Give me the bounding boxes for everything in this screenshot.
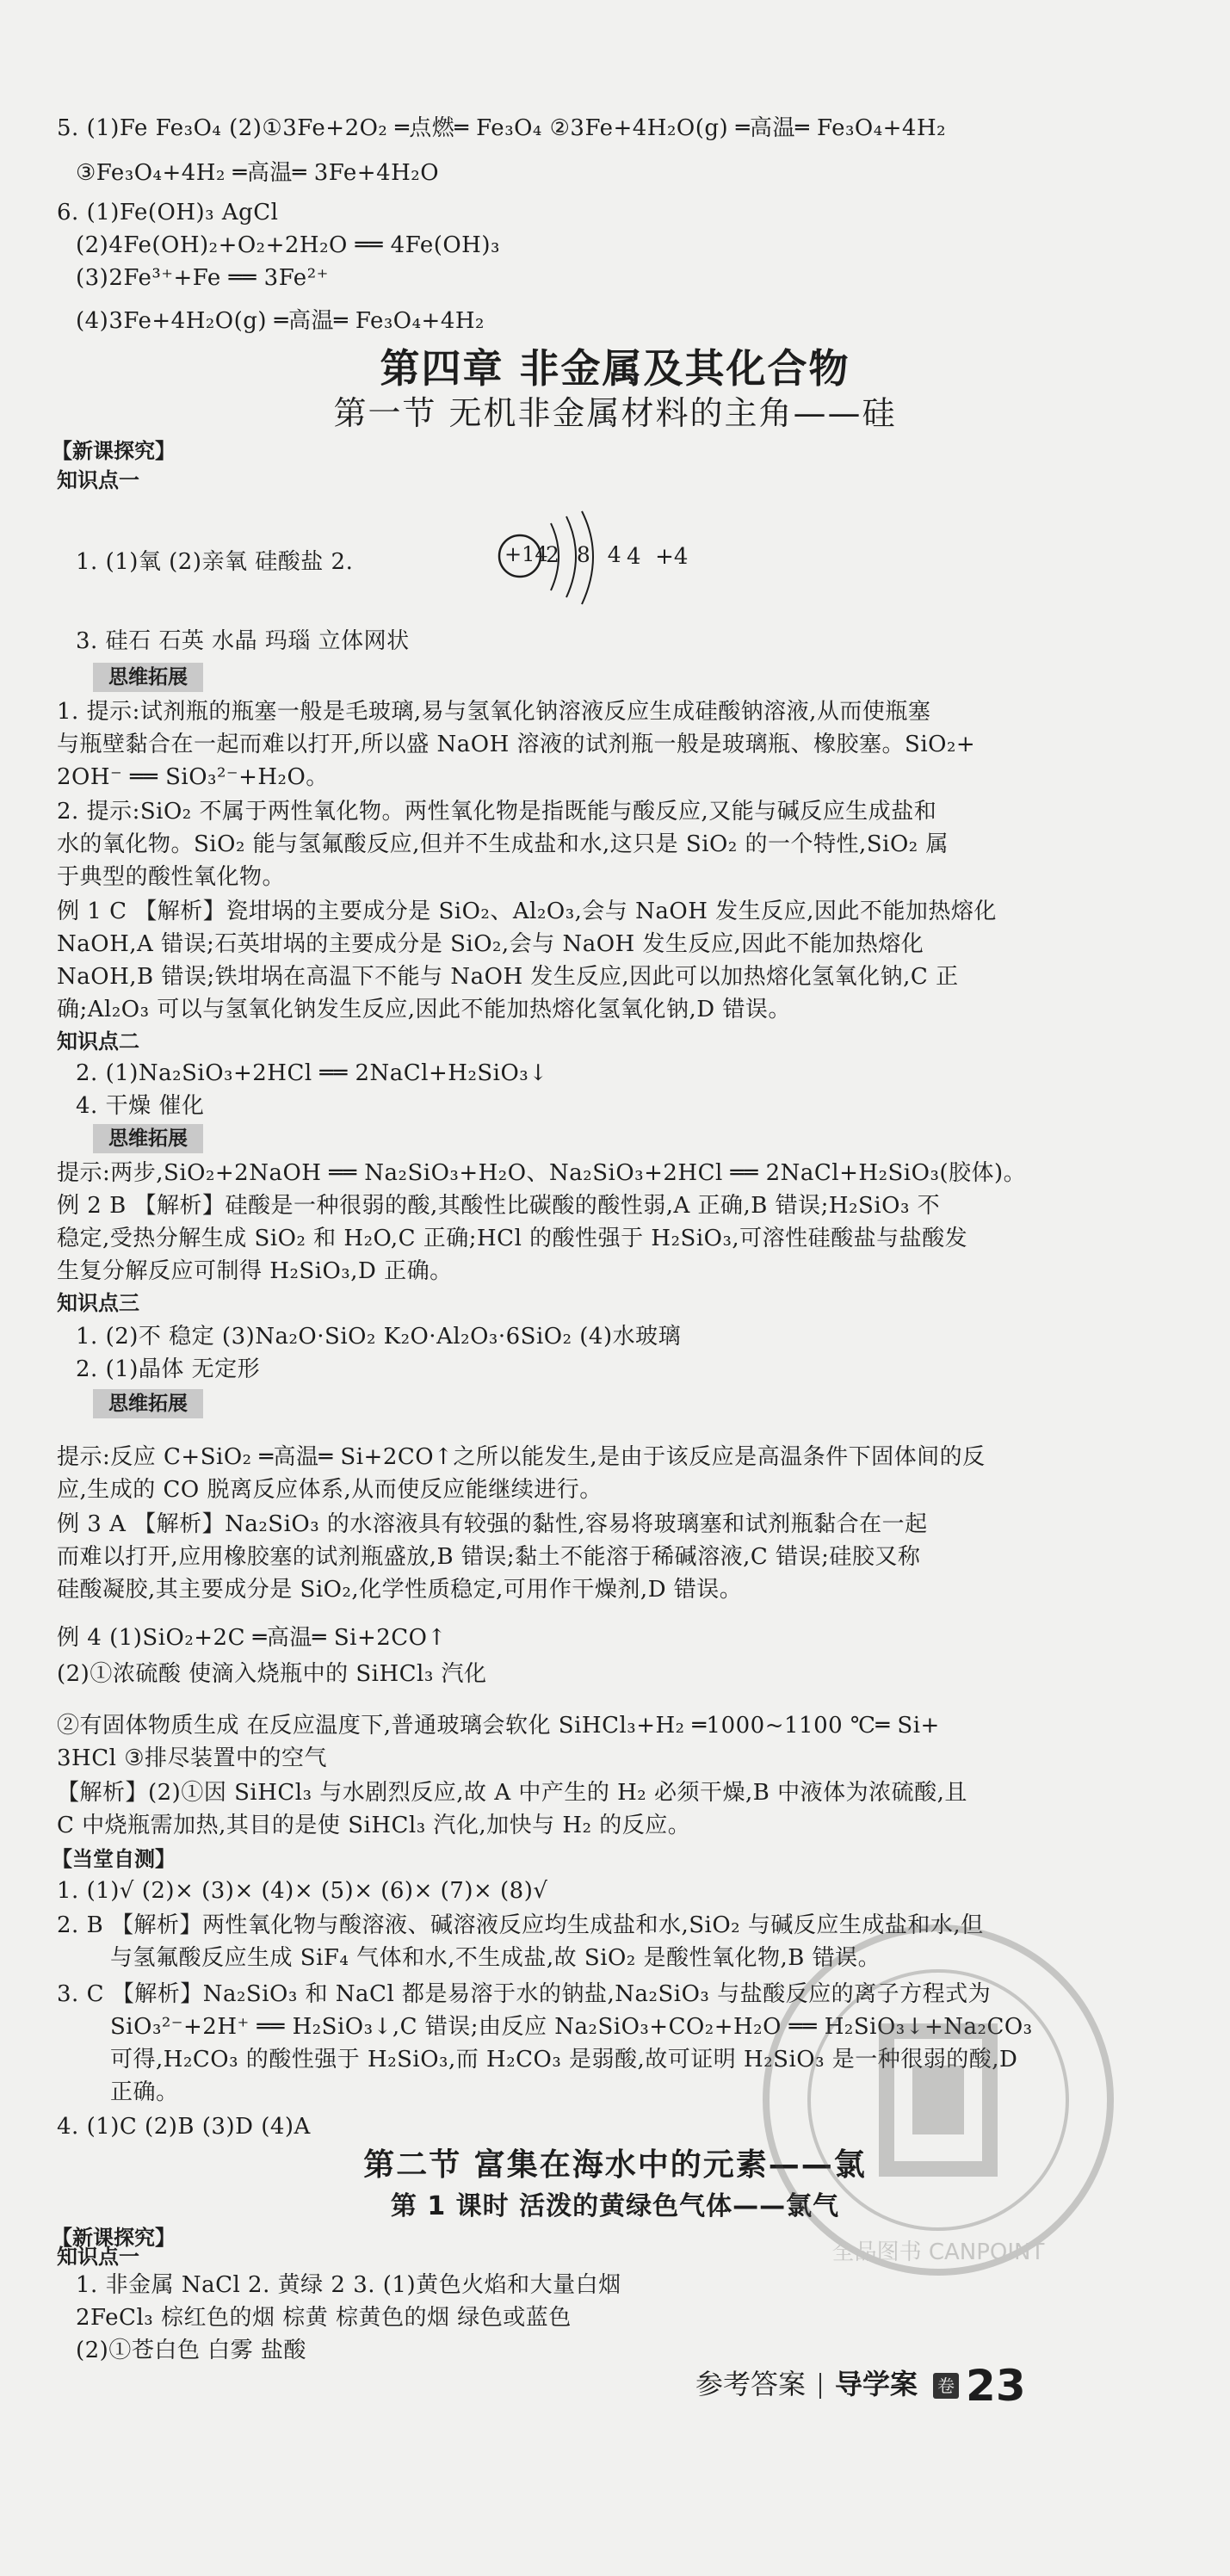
answer-line: 2. (1)晶体 无定形 [76, 1356, 261, 1382]
answer-line: 【解析】(2)①因 SiHCl₃ 与水剧烈反应,故 A 中产生的 H₂ 必须干燥,B 中液体为浓硫酸,且 [57, 1780, 967, 1806]
answer-line: 正确。 [110, 2079, 179, 2105]
answer-line: 于典型的酸性氧化物。 [57, 864, 286, 890]
answer-line: 而难以打开,应用橡胶塞的试剂瓶盛放,B 错误;黏土不能溶于稀碱溶液,C 错误;硅胶又称 [57, 1544, 921, 1570]
answer-line: 1. 提示:试剂瓶的瓶塞一般是毛玻璃,易与氢氧化钠溶液反应生成硅酸钠溶液,从而使瓶塞 [57, 699, 931, 725]
section-title-silicon: 第一节 无机非金属材料的主角——硅 [333, 394, 897, 432]
answer-line: 1. (1)√ (2)× (3)× (4)× (5)× (6)× (7)× (8)√ [57, 1878, 548, 1904]
answer-line: 1. 非金属 NaCl 2. 黄绿 2 3. (1)黄色火焰和大量白烟 [76, 2272, 621, 2298]
answer-line: 与瓶壁黏合在一起而难以打开,所以盛 NaOH 溶液的试剂瓶一般是玻璃瓶、橡胶塞。SiO₂+ [57, 732, 976, 757]
answer-line: 3. C 【解析】Na₂SiO₃ 和 NaCl 都是易溶于水的钠盐,Na₂SiO₃ 与盐酸反应的离子方程式为 [57, 1981, 992, 2007]
thinking-extension-3: 思维拓展 [93, 1389, 203, 1418]
lesson-title: 第 1 课时 活泼的黄绿色气体——氯气 [390, 2191, 840, 2221]
answer-line: 例 4 (1)SiO₂+2C ═高温═ Si+2CO↑ [57, 1625, 447, 1651]
answer-line: (2)4Fe(OH)₂+O₂+2H₂O ══ 4Fe(OH)₃ [76, 232, 500, 258]
answer-line: ②有固体物质生成 在反应温度下,普通玻璃会软化 SiHCl₃+H₂ ═1000~1100 ℃═ Si+ [57, 1713, 940, 1739]
atom-after: 4 +4 [627, 544, 689, 570]
publisher-stamp [757, 1919, 1119, 2284]
new-lesson-label-2: 【新课探究】 [52, 2226, 176, 2250]
knowledge-point-1b: 知识点一 [57, 2245, 139, 2269]
answer-line: 5. (1)Fe Fe₃O₄ (2)①3Fe+2O₂ ═点燃═ Fe₃O₄ ②3Fe+4H₂O(g) ═高温═ Fe₃O₄+4H₂ [57, 115, 947, 141]
answer-line: (2)①浓硫酸 使滴入烧瓶中的 SiHCl₃ 汽化 [57, 1661, 487, 1687]
silicon-atom-structure [498, 508, 687, 615]
knowledge-point-2: 知识点二 [57, 1029, 139, 1053]
answer-line: 3. 硅石 石英 水晶 玛瑙 立体网状 [76, 628, 410, 654]
section-title-chlorine: 第二节 富集在海水中的元素——氯 [363, 2147, 867, 2183]
footer-reference: 参考答案 [695, 2368, 807, 2400]
answer-line: 硅酸凝胶,其主要成分是 SiO₂,化学性质稳定,可用作干燥剂,D 错误。 [57, 1577, 743, 1603]
answer-line: 例 1 C 【解析】瓷坩埚的主要成分是 SiO₂、Al₂O₃,会与 NaOH 发生反应,因此不能加热熔化 [57, 899, 997, 924]
answer-line: 2. B 【解析】两性氧化物与酸溶液、碱溶液反应均生成盐和水,SiO₂ 与碱反应生成盐和水,但 [57, 1912, 984, 1938]
stamp-seal-icon [757, 1919, 1119, 2281]
answer-line: 1. (1)氧 (2)亲氧 硅酸盐 2. [76, 549, 354, 575]
answer-line: 与氢氟酸反应生成 SiF₄ 气体和水,不生成盐,故 SiO₂ 是酸性氧化物,B 错误。 [110, 1945, 881, 1971]
answer-line: SiO₃²⁻+2H⁺ ══ H₂SiO₃↓,C 错误;由反应 Na₂SiO₃+CO₂+H₂O ══ H₂SiO₃↓+Na₂CO₃ [110, 2014, 1033, 2040]
answer-line: 6. (1)Fe(OH)₃ AgCl [57, 200, 279, 225]
answer-line: C 中烧瓶需加热,其目的是使 SiHCl₃ 汽化,加快与 H₂ 的反应。 [57, 1813, 691, 1838]
page-footer [695, 2358, 1026, 2410]
thinking-extension-2: 思维拓展 [93, 1124, 203, 1153]
new-lesson-label: 【新课探究】 [52, 439, 176, 463]
atom-shells: 2 8 4 [546, 542, 627, 567]
answer-line: 例 2 B 【解析】硅酸是一种很弱的酸,其酸性比碳酸的酸性弱,A 正确,B 错误;H₂SiO₃ 不 [57, 1193, 941, 1219]
answer-line: 应,生成的 CO 脱离反应体系,从而使反应能继续进行。 [57, 1477, 603, 1503]
knowledge-point-3: 知识点三 [57, 1291, 139, 1315]
answer-line: 3HCl ③排尽装置中的空气 [57, 1745, 327, 1771]
answer-line: 生复分解反应可制得 H₂SiO₃,D 正确。 [57, 1258, 453, 1284]
answer-line: 提示:两步,SiO₂+2NaOH ══ Na₂SiO₃+H₂O、Na₂SiO₃+2HCl ══ 2NaCl+H₂SiO₃(胶体)。 [57, 1160, 1027, 1186]
answer-line: (2)①苍白色 白雾 盐酸 [76, 2338, 306, 2363]
chapter-title: 第四章 非金属及其化合物 [380, 345, 850, 392]
page-number: 23 [966, 2361, 1026, 2411]
answer-line: (4)3Fe+4H₂O(g) ═高温═ Fe₃O₄+4H₂ [76, 308, 485, 334]
answer-line: 例 3 A 【解析】Na₂SiO₃ 的水溶液具有较强的黏性,容易将玻璃塞和试剂瓶黏合在一起 [57, 1511, 928, 1537]
answer-line: 1. (2)不 稳定 (3)Na₂O·SiO₂ K₂O·Al₂O₃·6SiO₂ (4)水玻璃 [76, 1324, 682, 1350]
footer-divider [819, 2373, 821, 2399]
answer-line: 2. 提示:SiO₂ 不属于两性氧化物。两性氧化物是指既能与酸反应,又能与碱反应生成盐和 [57, 799, 937, 825]
thinking-extension-1: 思维拓展 [93, 663, 203, 692]
answer-line: NaOH,B 错误;铁坩埚在高温下不能与 NaOH 发生反应,因此可以加热熔化氢氧化钠,C 正 [57, 964, 959, 990]
answer-line: (3)2Fe³⁺+Fe ══ 3Fe²⁺ [76, 265, 329, 291]
answer-line: 水的氧化物。SiO₂ 能与氢氟酸反应,但并不生成盐和水,这只是 SiO₂ 的一个特性,SiO₂ 属 [57, 831, 949, 857]
knowledge-point-1: 知识点一 [57, 468, 139, 492]
atom-nucleus: +14 [504, 542, 548, 566]
svg-text:全品图书 CANPOINT: 全品图书 CANPOINT [831, 2239, 1045, 2265]
answer-line: 4. (1)C (2)B (3)D (4)A [57, 2114, 311, 2140]
answer-line: 2FeCl₃ 棕红色的烟 棕黄 棕黄色的烟 绿色或蓝色 [76, 2305, 572, 2331]
answer-line: 可得,H₂CO₃ 的酸性强于 H₂SiO₃,而 H₂CO₃ 是弱酸,故可证明 H₂SiO₃ 是一种很弱的酸,D [110, 2047, 1018, 2073]
answer-line: 2. (1)Na₂SiO₃+2HCl ══ 2NaCl+H₂SiO₃↓ [76, 1060, 548, 1086]
volume-icon: 卷 [933, 2373, 959, 2399]
answer-line: 2OH⁻ ══ SiO₃²⁻+H₂O。 [57, 764, 329, 790]
answer-line: NaOH,A 错误;石英坩埚的主要成分是 SiO₂,会与 NaOH 发生反应,因此不能加热熔化 [57, 931, 924, 957]
answer-line: 提示:反应 C+SiO₂ ═高温═ Si+2CO↑之所以能发生,是由于该反应是高温条件下固体间的反 [57, 1444, 986, 1470]
self-test-label: 【当堂自测】 [52, 1847, 176, 1871]
footer-brand: 导学案 [835, 2368, 918, 2400]
answer-line: 确;Al₂O₃ 可以与氢氧化钠发生反应,因此不能加热熔化氢氧化钠,D 错误。 [57, 997, 791, 1022]
answer-line: 4. 干燥 催化 [76, 1093, 205, 1119]
answer-line: ③Fe₃O₄+4H₂ ═高温═ 3Fe+4H₂O [76, 160, 440, 186]
answer-line: 稳定,受热分解生成 SiO₂ 和 H₂O,C 正确;HCl 的酸性强于 H₂SiO₃,可溶性硅酸盐与盐酸发 [57, 1226, 968, 1251]
